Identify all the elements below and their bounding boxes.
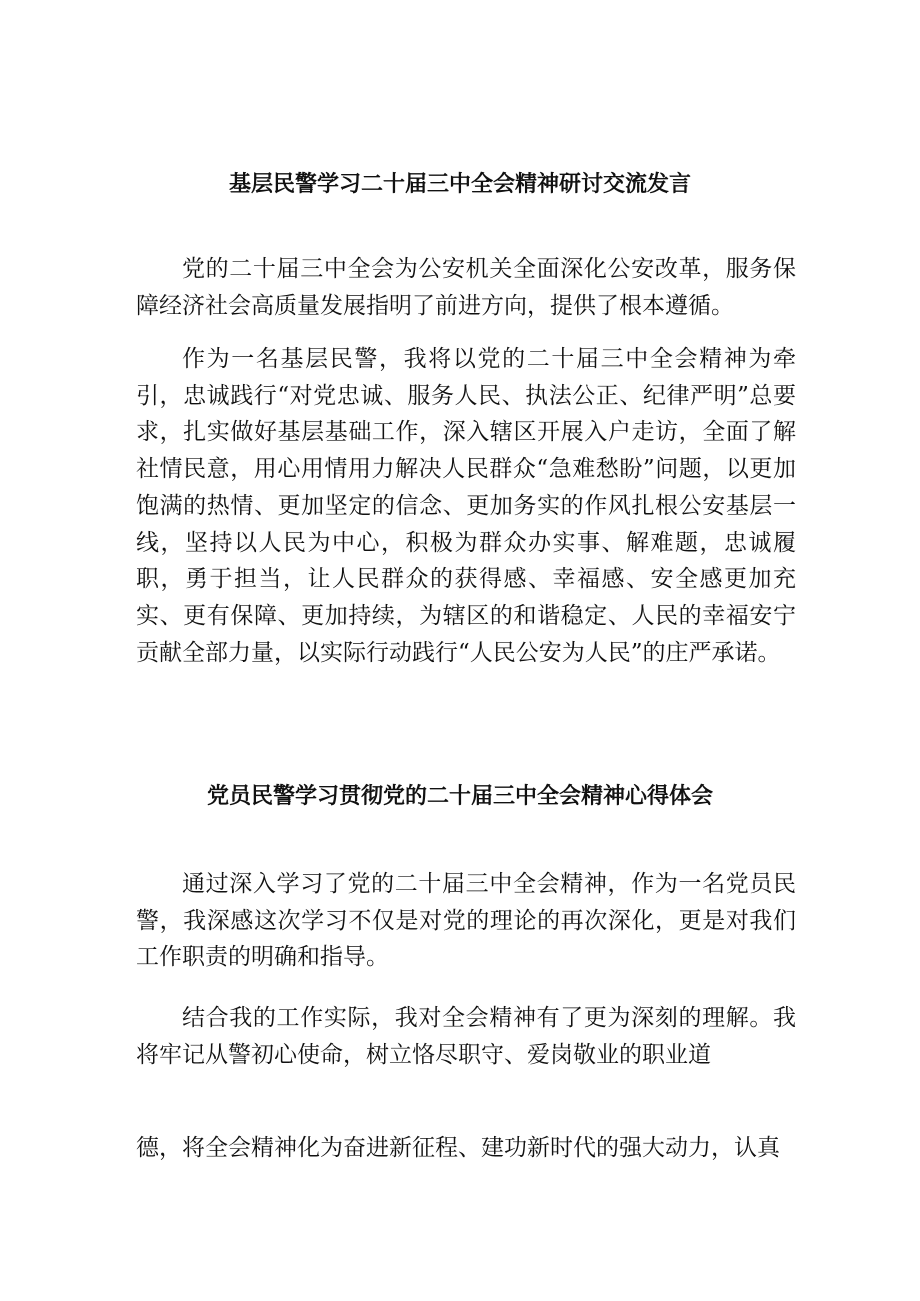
section-2-paragraph-1: 通过深入学习了党的二十届三中全会精神，作为一名党员民警，我深感这次学习不仅是对党的理论的再次深化，更是对我们工作职责的明确和指导。 (136, 871, 796, 971)
section-2-paragraph-continuation: 德，将全会精神化为奋进新征程、建功新时代的强大动力，认真 (136, 1135, 780, 1161)
section-2-paragraph-2: 结合我的工作实际，我对全会精神有了更为深刻的理解。我将牢记从警初心使命，树立恪尽职守、爱岗敬业的职业道 (136, 1005, 796, 1068)
section-2-title: 党员民警学习贯彻党的二十届三中全会精神心得体会 (206, 784, 713, 809)
section-1-paragraph-2: 作为一名基层民警，我将以党的二十届三中全会精神为牵引，忠诚践行“对党忠诚、服务人民、执法公正、纪律严明”总要求，扎实做好基层基础工作，深入辖区开展入户走访，全面了解社情民意，用心用情用力解决人民群众“急难愁盼”问题，以更加饱满的热情、更加坚定的信念、更加务实的作风扎根公安基层一线，坚持以人民为中心，积极为群众办实事、解难题，忠诚履职，勇于担当，让人民群众的获得感、幸福感、安全感更加充实、更有保障、更加持续，为辖区的和谐稳定、人民的幸福安宁贡献全部力量，以实际行动践行“人民公安为人民”的庄严承诺。 (136, 346, 796, 666)
section-1-title: 基层民警学习二十届三中全会精神研讨交流发言 (228, 172, 691, 197)
section-1-paragraph-1: 党的二十届三中全会为公安机关全面深化公安改革，服务保障经济社会高质量发展指明了前进方向，提供了根本遵循。 (136, 256, 796, 319)
